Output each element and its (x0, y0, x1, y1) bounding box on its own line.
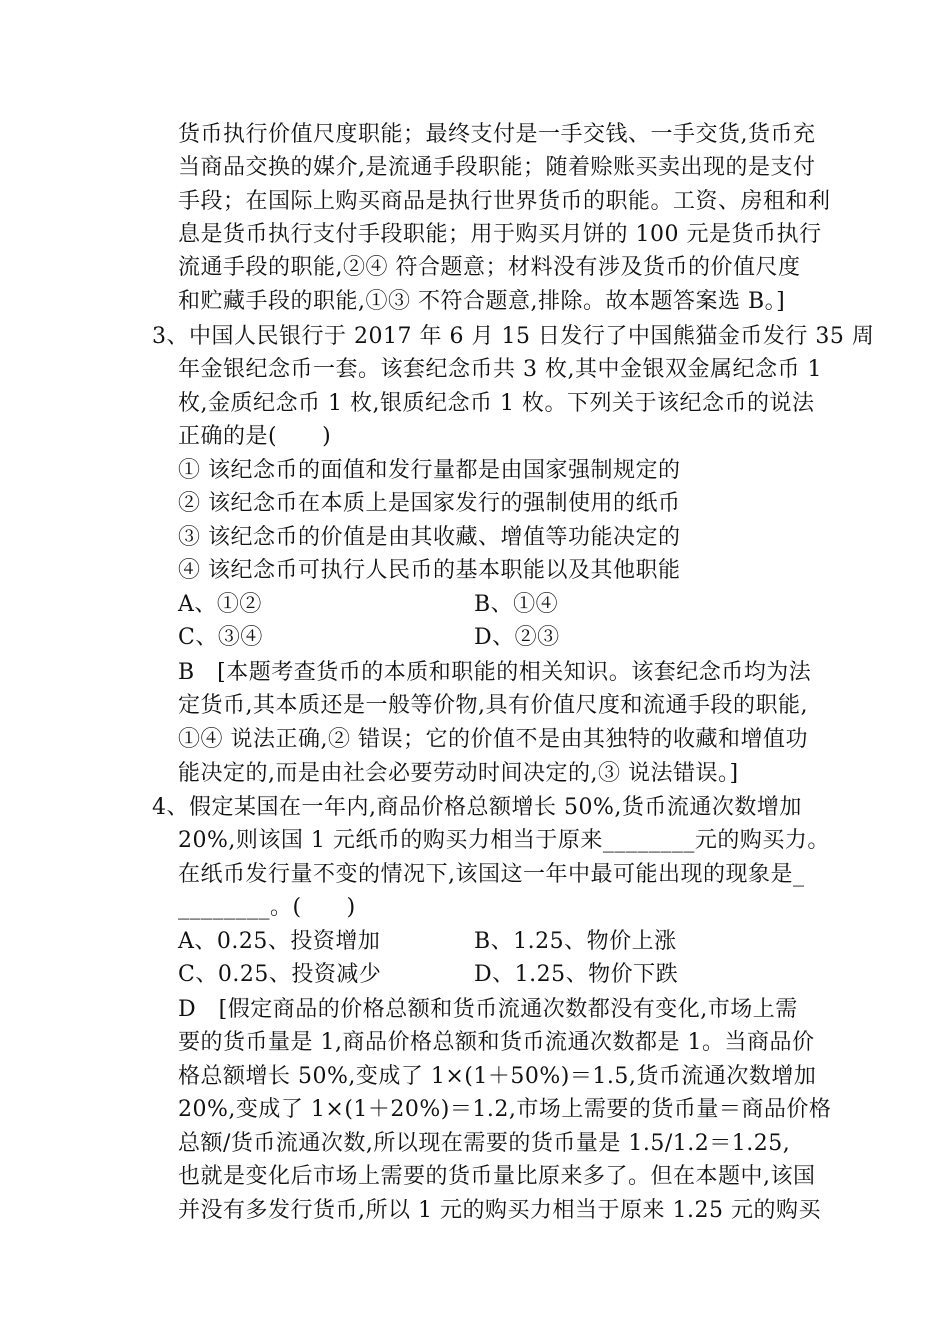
q4-stem-line: ________。( ) (178, 895, 356, 920)
q3-stem-line: 枚,金质纪念币 1 枚,银质纪念币 1 枚。下列关于该纪念币的说法 (178, 391, 815, 416)
q3-option-b: B、①④ (474, 592, 559, 617)
q2-explanation-line: 手段；在国际上购买商品是执行世界货币的职能。工资、房租和利 (178, 189, 831, 214)
q3-option-a: A、①② (178, 592, 262, 617)
q3-answer-line: B [本题考查货币的本质和职能的相关知识。该套纪念币均为法 (178, 660, 812, 685)
q4-option-d: D、1.25、物价下跌 (474, 962, 679, 987)
q3-answer-line: 定货币,其本质还是一般等价物,具有价值尺度和流通手段的职能, (178, 693, 808, 718)
q4-option-b: B、1.25、物价上涨 (474, 929, 677, 954)
q3-stem-line: 年金银纪念币一套。该套纪念币共 3 枚,其中金银双金属纪念币 1 (178, 357, 822, 382)
q4-answer-line: 也就是变化后市场上需要的货币量比原来多了。但在本题中,该国 (178, 1164, 816, 1189)
q4-option-c: C、0.25、投资减少 (178, 962, 382, 987)
q4-stem-line: 20%,则该国 1 元纸币的购买力相当于原来________元的购买力。 (178, 828, 830, 853)
q4-stem-line: 在纸币发行量不变的情况下,该国这一年中最可能出现的现象是_ (178, 862, 805, 887)
q3-stem-line: 3、中国人民银行于 2017 年 6 月 15 日发行了中国熊猫金币发行 35 周 (152, 324, 875, 349)
q3-option-d: D、②③ (474, 625, 560, 650)
q3-answer-line: ①④ 说法正确,② 错误；它的价值不是由其独特的收藏和增值功 (178, 727, 808, 752)
q3-answer-line: 能决定的,而是由社会必要劳动时间决定的,③ 说法错误。] (178, 761, 739, 786)
q4-stem-line: 4、假定某国在一年内,商品价格总额增长 50%,货币流通次数增加 (152, 795, 802, 820)
q4-option-a: A、0.25、投资增加 (178, 929, 381, 954)
q4-answer-line: 20%,变成了 1×(1＋20%)＝1.2,市场上需要的货币量＝商品价格 (178, 1097, 832, 1122)
q4-answer-line: 并没有多发行货币,所以 1 元的购买力相当于原来 1.25 元的购买 (178, 1198, 821, 1223)
q2-explanation-line: 当商品交换的媒介,是流通手段职能；随着赊账买卖出现的是支付 (178, 155, 816, 180)
q3-statement: ③ 该纪念币的价值是由其收藏、增值等功能决定的 (178, 525, 681, 550)
q3-option-c: C、③④ (178, 625, 263, 650)
q3-statement: ④ 该纪念币可执行人民币的基本职能以及其他职能 (178, 558, 681, 583)
q2-explanation-line: 货币执行价值尺度职能；最终支付是一手交钱、一手交货,货币充 (178, 122, 816, 147)
q4-answer-line: 格总额增长 50%,变成了 1×(1＋50%)＝1.5,货币流通次数增加 (178, 1064, 817, 1089)
q3-statement: ② 该纪念币在本质上是国家发行的强制使用的纸币 (178, 491, 681, 516)
q4-answer-line: 总额/货币流通次数,所以现在需要的货币量是 1.5/1.2＝1.25, (178, 1131, 791, 1156)
q2-explanation-line: 和贮藏手段的职能,①③ 不符合题意,排除。故本题答案选 B。] (178, 289, 786, 314)
q4-answer-line: 要的货币量是 1,商品价格总额和货币流通次数都是 1。当商品价 (178, 1030, 815, 1055)
q4-answer-line: D [假定商品的价格总额和货币流通次数都没有变化,市场上需 (178, 997, 798, 1022)
q2-explanation-line: 流通手段的职能,②④ 符合题意；材料没有涉及货币的价值尺度 (178, 255, 801, 280)
q3-statement: ① 该纪念币的面值和发行量都是由国家强制规定的 (178, 458, 681, 483)
q2-explanation-line: 息是货币执行支付手段职能；用于购买月饼的 100 元是货币执行 (178, 222, 822, 247)
q3-stem-line: 正确的是( ) (178, 424, 332, 449)
